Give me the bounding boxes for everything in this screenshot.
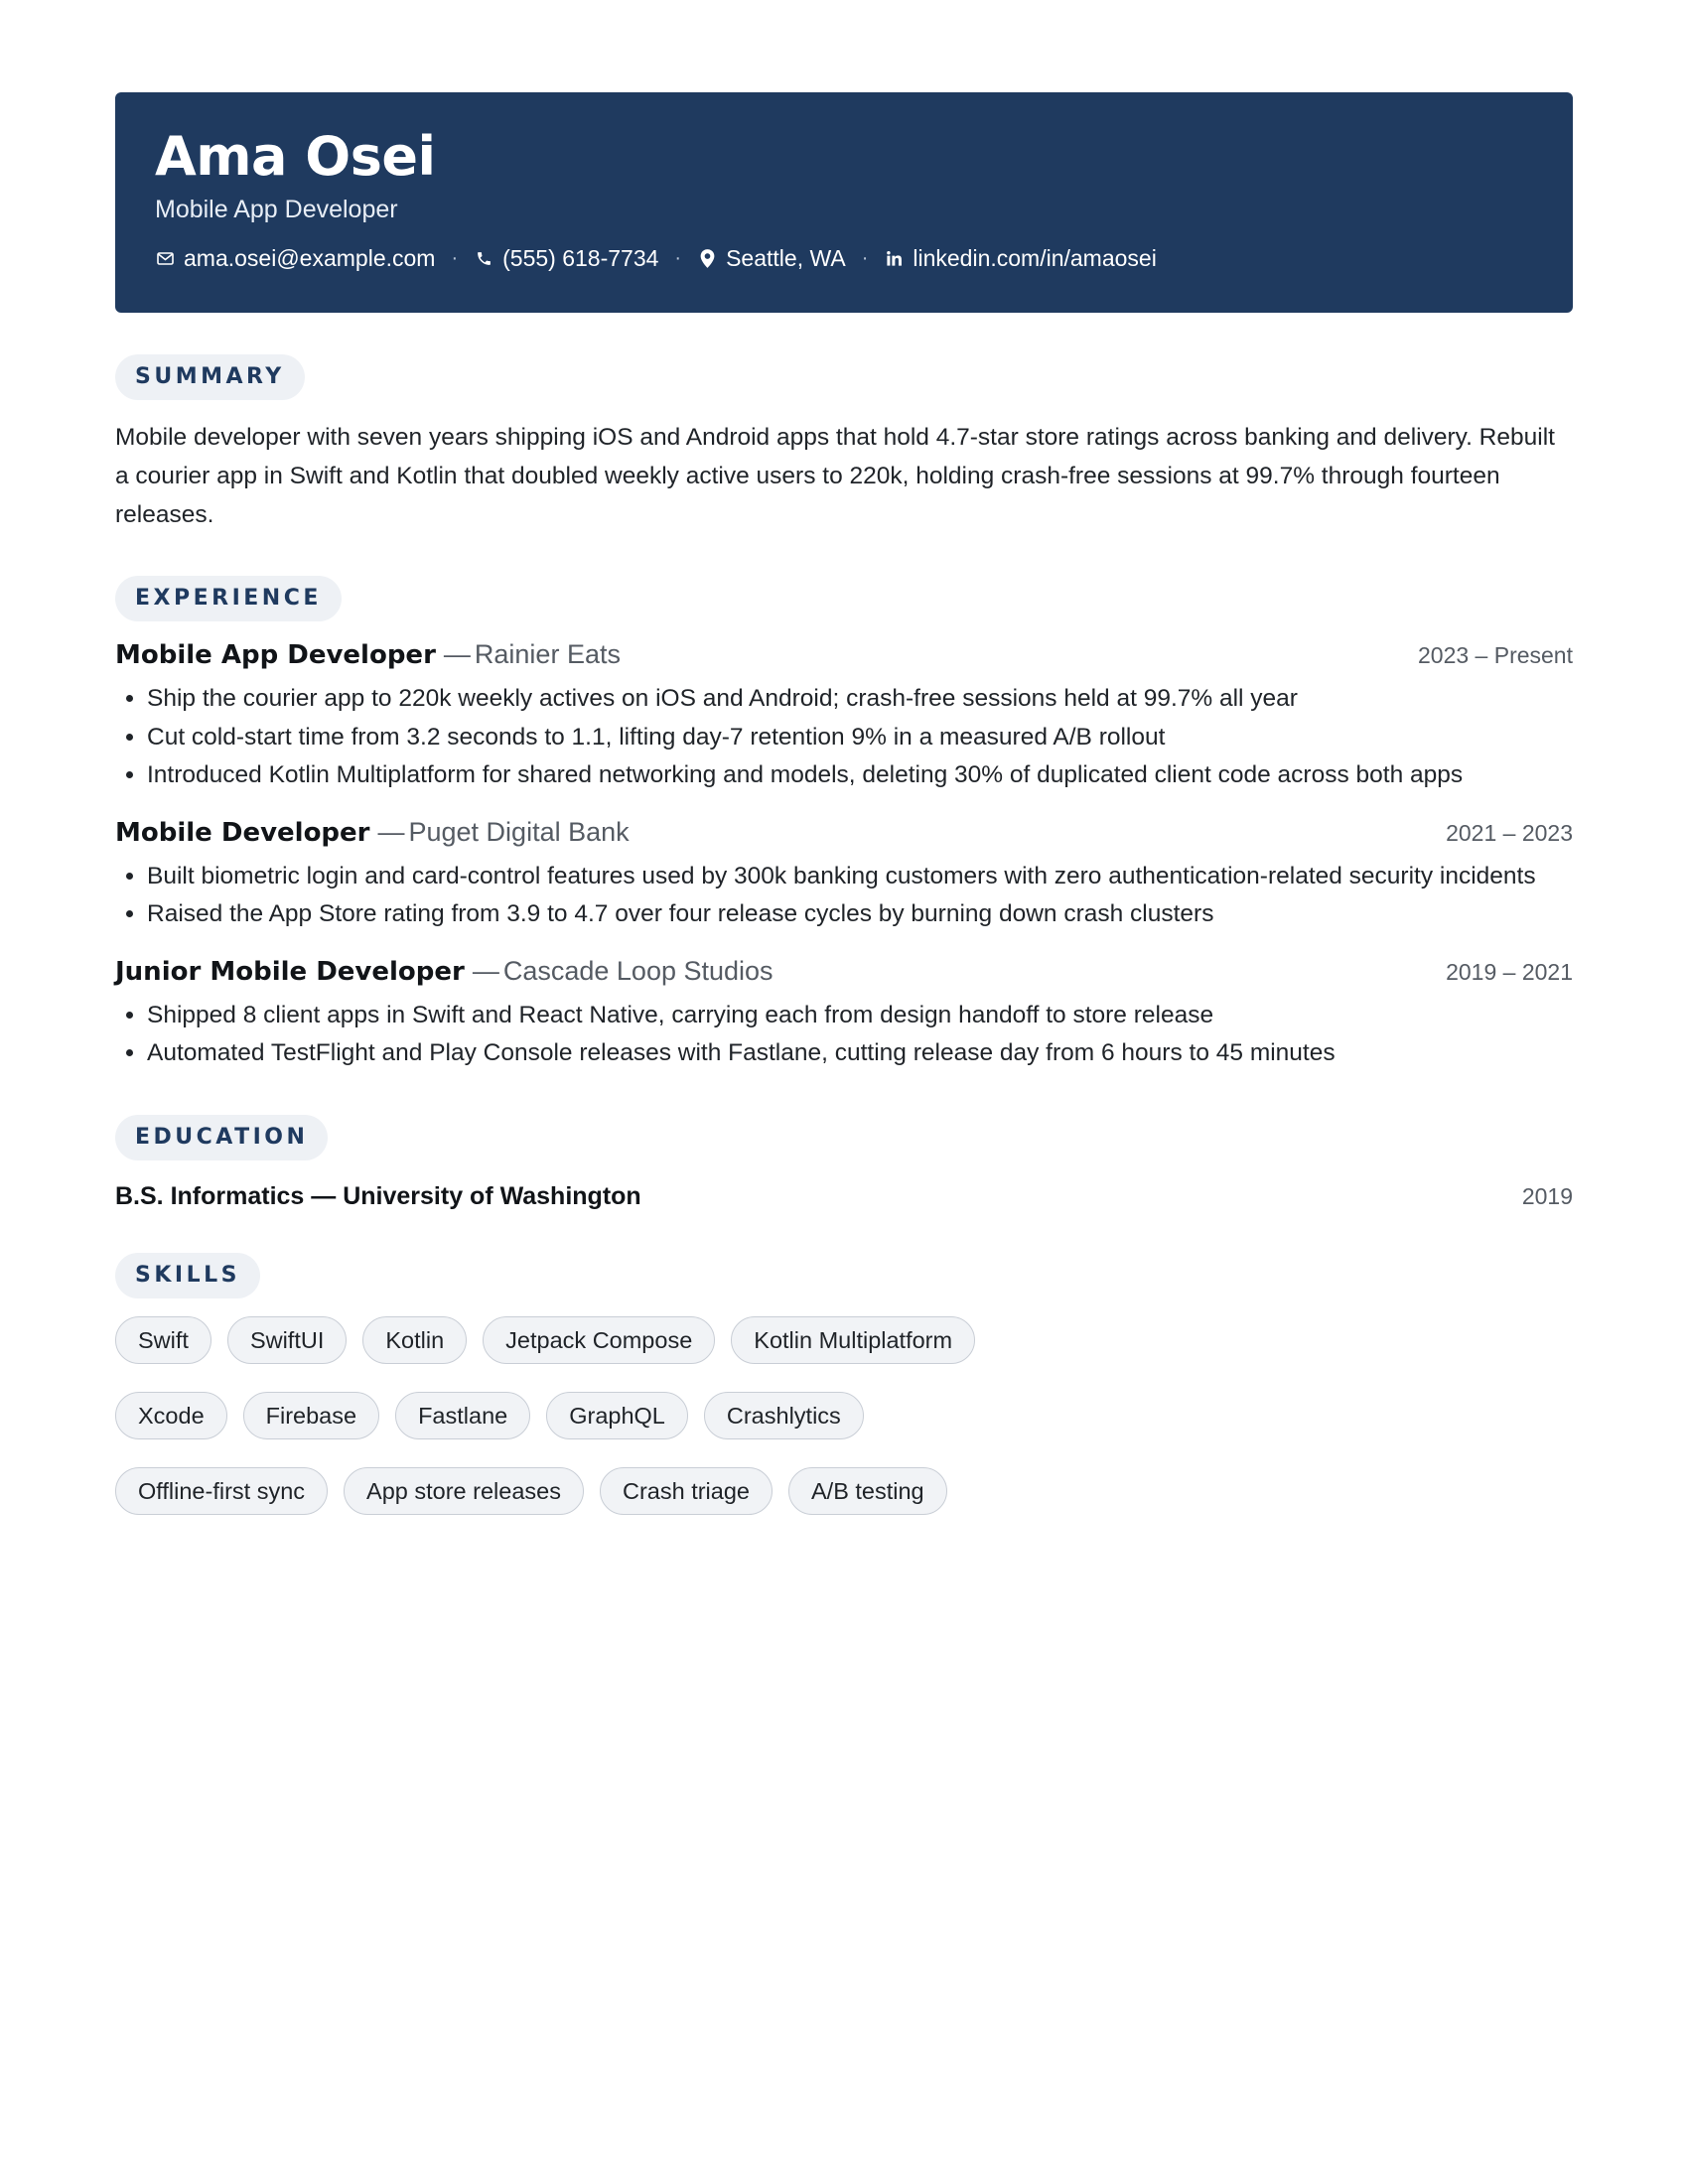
job-bullet: • Shipped 8 client apps in Swift and React Native, carrying each from design handoff to store release [147, 997, 1573, 1035]
skill-tag: App store releases [344, 1467, 584, 1515]
contact-phone-text: (555) 618-7734 [502, 245, 659, 271]
job-dash: — [472, 955, 499, 986]
skill-tag: GraphQL [546, 1392, 688, 1439]
phone-icon [474, 248, 493, 268]
location-pin-icon [697, 248, 717, 268]
section-heading-experience: EXPERIENCE [115, 576, 342, 621]
job-title: Mobile App Developer [115, 640, 436, 670]
contact-email-text: ama.osei@example.com [184, 245, 436, 271]
job-bullets [115, 680, 1573, 795]
contact-separator: · [674, 247, 682, 269]
job-title: Junior Mobile Developer [115, 956, 465, 987]
skill-row [115, 1467, 1573, 1515]
job-bullet: • Automated TestFlight and Play Console releases with Fastlane, cutting release day from 6 hours to 45 minutes [147, 1034, 1573, 1073]
skill-tag: Crashlytics [704, 1392, 864, 1439]
job-bullet: • Ship the courier app to 220k weekly actives on iOS and Android; crash-free sessions held at 99.7% all year [147, 680, 1573, 719]
skill-tag: A/B testing [788, 1467, 947, 1515]
summary-section [115, 354, 1573, 534]
skills-section [115, 1253, 1573, 1515]
skill-tag: Kotlin [362, 1316, 467, 1364]
skills-list [115, 1316, 1573, 1515]
contact-phone[interactable] [474, 243, 658, 273]
job-entry [115, 956, 1573, 1073]
job-bullet: • Raised the App Store rating from 3.9 to 4.7 over four release cycles by burning down crash clusters [147, 895, 1573, 934]
linkedin-icon [884, 248, 904, 268]
contact-linkedin-text: linkedin.com/in/amaosei [913, 245, 1157, 271]
skill-tag: Firebase [243, 1392, 379, 1439]
skill-tag: Swift [115, 1316, 211, 1364]
contact-linkedin[interactable] [884, 243, 1156, 273]
job-dash: — [377, 816, 405, 847]
skill-tag: Offline-first sync [115, 1467, 328, 1515]
skill-row [115, 1316, 1573, 1364]
job-dates: 2023 – Present [1417, 642, 1573, 668]
experience-section [115, 576, 1573, 1073]
skill-row [115, 1392, 1573, 1439]
contact-location-text: Seattle, WA [726, 245, 846, 271]
job-header [115, 817, 1573, 848]
skill-tag: Xcode [115, 1392, 227, 1439]
skill-tag: Jetpack Compose [483, 1316, 715, 1364]
mail-icon [155, 248, 175, 268]
job-entry [115, 639, 1573, 795]
contact-email[interactable] [155, 243, 435, 273]
contact-separator: · [861, 247, 869, 269]
education-section [115, 1115, 1573, 1211]
skill-tag: Fastlane [395, 1392, 530, 1439]
summary-text: Mobile developer with seven years shipping iOS and Android apps that hold 4.7-star store ratings across banking and delivery. Rebuilt a courier app in Swift and Kotlin that doubled weekly active users to 220k, holding crash-free sessions at 99.7% through fourteen releases. [115, 424, 1555, 528]
candidate-name: Ama Osei [155, 125, 436, 188]
job-dash: — [443, 639, 471, 669]
job-title: Mobile Developer [115, 817, 370, 848]
skill-tag: SwiftUI [227, 1316, 347, 1364]
job-entry [115, 817, 1573, 934]
job-dates: 2021 – 2023 [1446, 819, 1573, 846]
job-bullet: • Cut cold-start time from 3.2 seconds to 1.1, lifting day-7 retention 9% in a measured A/B rollout [147, 719, 1573, 757]
job-company: Cascade Loop Studios [502, 955, 774, 986]
candidate-role: Mobile App Developer [155, 196, 398, 223]
job-header [115, 639, 1573, 670]
resume-page [115, 92, 1573, 1543]
job-bullet: • Introduced Kotlin Multiplatform for shared networking and models, deleting 30% of duplicated client code across both apps [147, 756, 1573, 795]
section-heading-summary: SUMMARY [115, 354, 305, 400]
job-company: Rainier Eats [474, 639, 621, 669]
contact-separator: · [451, 247, 459, 269]
section-heading-education: EDUCATION [115, 1115, 328, 1160]
education-year: 2019 [1521, 1182, 1573, 1209]
education-degree: B.S. Informatics — University of Washington [115, 1181, 641, 1210]
job-bullets [115, 858, 1573, 934]
resume-header [115, 92, 1573, 313]
job-company: Puget Digital Bank [408, 816, 630, 847]
education-entry [115, 1182, 1573, 1211]
section-heading-skills: SKILLS [115, 1253, 260, 1298]
contact-bar [155, 243, 1533, 273]
skill-tag: Kotlin Multiplatform [731, 1316, 975, 1364]
contact-location [697, 243, 846, 273]
job-header [115, 956, 1573, 987]
job-bullet: • Built biometric login and card-control features used by 300k banking customers with zero authentication-related security incidents [147, 858, 1573, 896]
job-bullets [115, 997, 1573, 1073]
skill-tag: Crash triage [600, 1467, 773, 1515]
job-dates: 2019 – 2021 [1446, 958, 1573, 985]
